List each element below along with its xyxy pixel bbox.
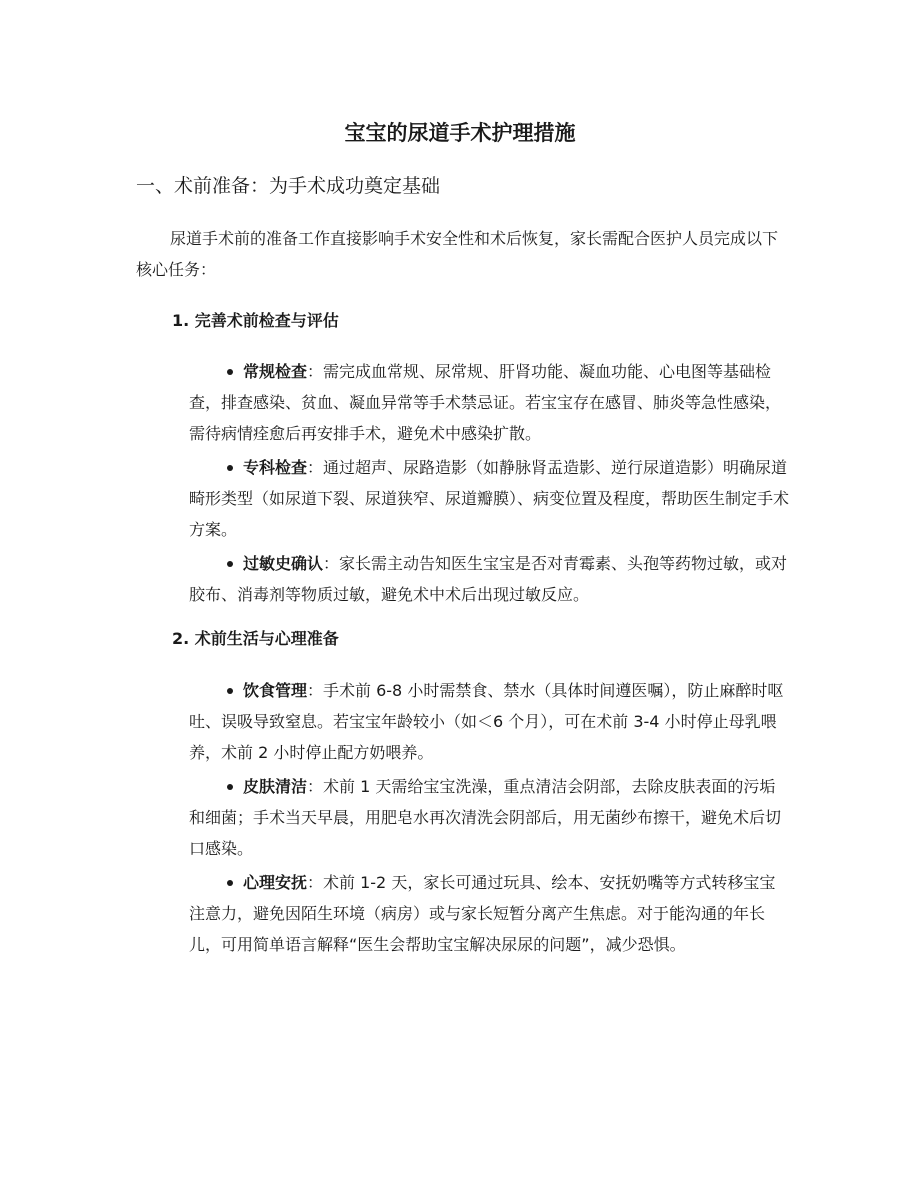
item-term: 过敏史确认	[243, 554, 324, 573]
list-item	[189, 867, 789, 960]
checks-list	[189, 356, 789, 613]
item-text: ：手术前 6-8 小时需禁食、禁水（具体时间遵医嘱），防止麻醉时呕吐、误吸导致窒息。若宝宝年龄较小（如＜6 个月），可在术前 3-4 小时停止母乳喂养，术前 2 小时停止配方奶喂养。	[189, 681, 784, 762]
item-term: 专科检查	[243, 458, 308, 477]
bullet-icon	[227, 688, 233, 694]
bullet-icon	[227, 465, 233, 471]
list-item	[189, 771, 789, 864]
list-item	[189, 675, 789, 768]
item-term: 常规检查	[243, 362, 308, 381]
section-heading-preop: 一、术前准备：为手术成功奠定基础	[136, 175, 441, 197]
item-text: ：需完成血常规、尿常规、肝肾功能、凝血功能、心电图等基础检查，排查感染、贫血、凝血异常等手术禁忌证。若宝宝存在感冒、肺炎等急性感染，需待病情痊愈后再安排手术，避免术中感染扩散。	[189, 362, 782, 443]
item-text: ：通过超声、尿路造影（如静脉肾盂造影、逆行尿道造影）明确尿道畸形类型（如尿道下裂、尿道狭窄、尿道瓣膜）、病变位置及程度，帮助医生制定手术方案。	[189, 458, 790, 539]
item-text: ：术前 1 天需给宝宝洗澡，重点清洁会阴部，去除皮肤表面的污垢和细菌；手术当天早晨，用肥皂水再次清洗会阴部后，用无菌纱布擦干，避免术后切口感染。	[189, 777, 782, 858]
list-item	[189, 548, 789, 610]
item-text: ：家长需主动告知医生宝宝是否对青霉素、头孢等药物过敏，或对胶布、消毒剂等物质过敏，避免术中术后出现过敏反应。	[189, 554, 788, 604]
item-term: 心理安抚	[243, 873, 308, 892]
subheading-preparation: 2. 术前生活与心理准备	[172, 629, 339, 648]
page-title: 宝宝的尿道手术护理措施	[344, 121, 576, 145]
list-item	[189, 356, 789, 449]
bullet-icon	[227, 561, 233, 567]
subheading-checks: 1. 完善术前检查与评估	[172, 311, 339, 330]
item-text: ：术前 1-2 天，家长可通过玩具、绘本、安抚奶嘴等方式转移宝宝注意力，避免因陌生环境（病房）或与家长短暂分离产生焦虑。对于能沟通的年长儿，可用简单语言解释“医生会帮助宝宝解决尿尿的问题”，减少恐惧。	[189, 873, 776, 954]
list-item	[189, 452, 789, 545]
preparation-list	[189, 675, 789, 963]
intro-paragraph: 尿道手术前的准备工作直接影响手术安全性和术后恢复，家长需配合医护人员完成以下核心任务：	[136, 229, 779, 279]
item-term: 饮食管理	[243, 681, 308, 700]
bullet-icon	[227, 784, 233, 790]
bullet-icon	[227, 369, 233, 375]
bullet-icon	[227, 880, 233, 886]
item-term: 皮肤清洁	[243, 777, 308, 796]
